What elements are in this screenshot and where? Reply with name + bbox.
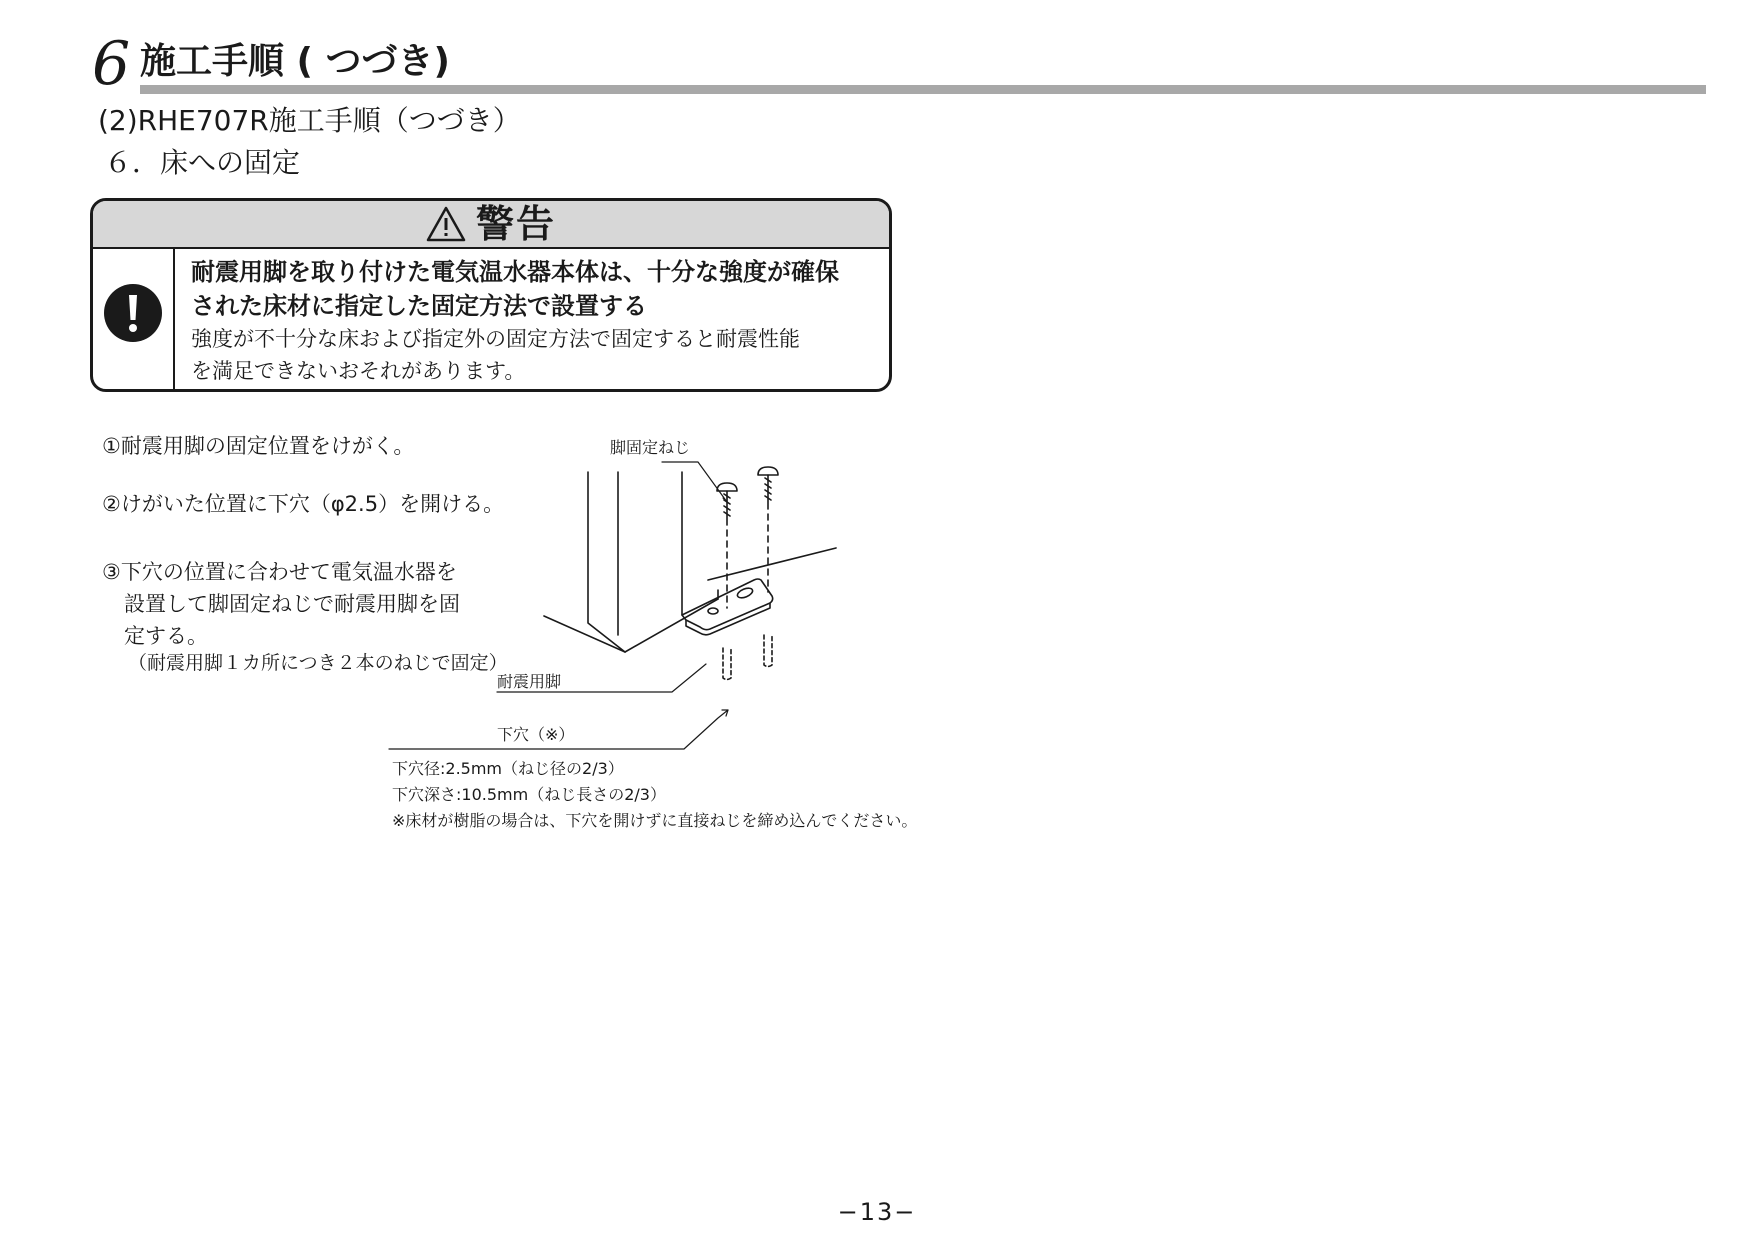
heater-body bbox=[588, 472, 625, 652]
note-resin-floor: ※床材が樹脂の場合は、下穴を開けずに直接ねじを締め込んでください。 bbox=[392, 811, 918, 830]
label-pilot-hole: 下穴（※） bbox=[497, 725, 575, 744]
warning-box bbox=[90, 198, 892, 392]
warning-main-text bbox=[191, 255, 881, 323]
step-3-line: ③下穴の位置に合わせて電気温水器を bbox=[102, 560, 457, 584]
label-fixing-screw: 脚固定ねじ bbox=[610, 438, 691, 457]
step-title: ６．床への固定 bbox=[104, 146, 301, 179]
figure-notes bbox=[392, 756, 917, 834]
title-rule bbox=[140, 85, 1706, 94]
warning-triangle-icon bbox=[426, 206, 466, 242]
warning-main-line: 耐震用脚を取り付けた電気温水器本体は、十分な強度が確保 bbox=[191, 258, 839, 286]
warning-sub-line: を満足できないおそれがあります。 bbox=[191, 359, 526, 383]
step-3-line: 設置して脚固定ねじで耐震用脚を固 bbox=[124, 592, 460, 616]
note-hole-depth: 下穴深さ:10.5mm（ねじ長さの2/3） bbox=[392, 785, 666, 804]
step-3-note: （耐震用脚１カ所につき２本のねじで固定） bbox=[128, 652, 508, 674]
fixing-screw-right bbox=[758, 467, 778, 592]
warning-header bbox=[93, 201, 889, 249]
warning-divider bbox=[173, 247, 175, 389]
step-2: ②けがいた位置に下穴（φ2.5）を開ける。 bbox=[102, 492, 505, 516]
subheading: (2)RHE707R施工手順（つづき） bbox=[98, 104, 521, 137]
pilot-hole-right bbox=[764, 635, 772, 667]
warning-sub-line: 強度が不十分な床および指定外の固定方法で固定すると耐震性能 bbox=[191, 327, 800, 351]
section-number: 6 bbox=[92, 29, 131, 99]
exclamation-icon bbox=[103, 283, 163, 343]
installation-figure bbox=[380, 430, 860, 750]
floor-line bbox=[544, 616, 625, 652]
leader-screw bbox=[662, 462, 727, 502]
warning-title: 警告 bbox=[475, 202, 556, 246]
note-hole-diameter: 下穴径:2.5mm（ねじ径の2/3） bbox=[392, 759, 624, 778]
warning-main-line: された床材に指定した固定方法で設置する bbox=[191, 292, 647, 320]
step-3-line: 定する。 bbox=[124, 624, 208, 648]
warning-sub-text bbox=[191, 323, 881, 387]
step-1: ①耐震用脚の固定位置をけがく。 bbox=[102, 434, 415, 458]
label-seismic-leg: 耐震用脚 bbox=[497, 672, 562, 691]
pilot-hole-left bbox=[723, 648, 731, 680]
section-title: 施工手順 ( つづき) bbox=[140, 41, 450, 82]
page-number: −13− bbox=[837, 1198, 917, 1226]
